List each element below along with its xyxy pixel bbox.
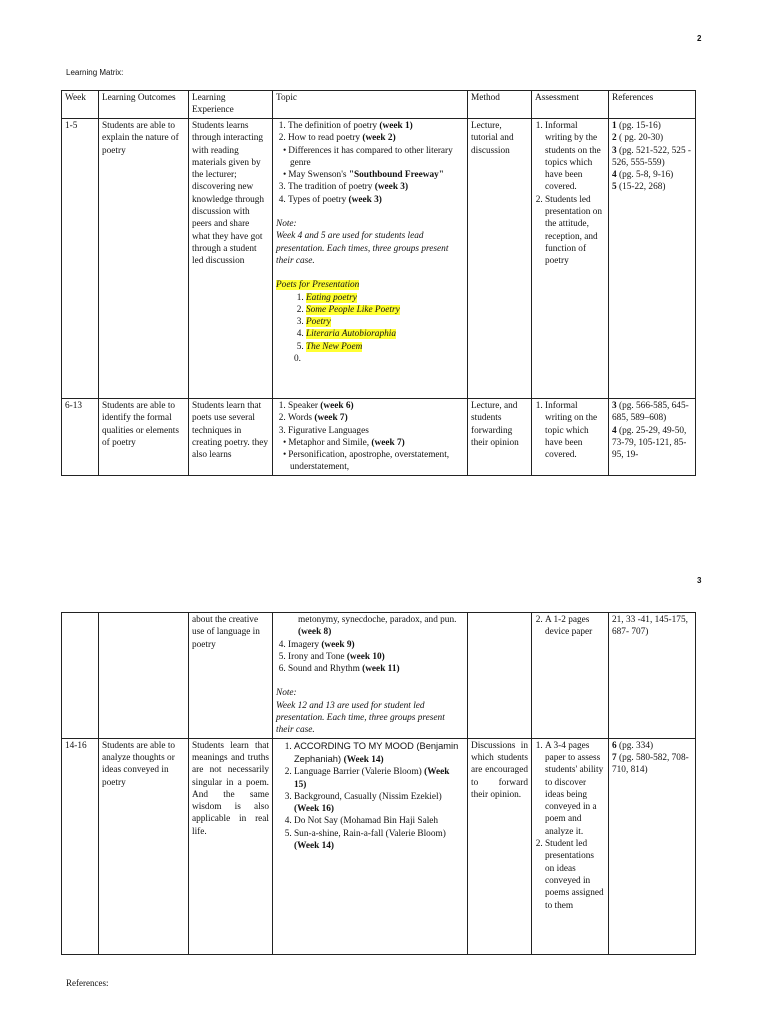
header-assessment: Assessment <box>532 91 609 119</box>
topic-item: 5. Sun-a-shine, Rain-a-fall (Valerie Bloom) (Week 14) <box>294 828 464 853</box>
method-cell: Lecture, and students forwarding their opinion <box>468 399 532 476</box>
table-row <box>62 613 696 739</box>
topic-item: 2. Words (week 7) <box>288 412 464 424</box>
experience-cell: Students learn that poets use several techniques in creating poetry. they also learns <box>189 399 273 476</box>
header-method: Method <box>468 91 532 119</box>
outcomes-cell: Students are able to explain the nature of poetry <box>99 119 189 399</box>
header-week: Week <box>62 91 99 119</box>
experience-cell: Students learns through interacting with reading materials given by the lecturer; discovering new knowledge through discussion with peers and share what they have got through a student led discussion <box>189 119 273 399</box>
topic-cell <box>273 399 468 476</box>
topic-item: 6. Sound and Rhythm (week 11) <box>288 663 464 675</box>
table-row <box>62 738 696 954</box>
poet-item: 5. The New Poem <box>306 341 464 353</box>
topic-item: 3. Background, Casually (Nissim Ezekiel) (Week 16) <box>294 791 464 816</box>
note-text: Week 12 and 13 are used for student led presentation. Each time, three groups present their case. <box>276 700 445 736</box>
poet-item: 4. Literaria Autobioraphia <box>306 328 464 340</box>
references-cell <box>609 738 696 954</box>
assessment-item: 1. Informal writing by the students on the topics which have been covered. <box>545 120 605 194</box>
table-row <box>62 119 696 399</box>
reference-line: 7 (pg. 580-582, 708-710, 814) <box>612 752 689 776</box>
poets-label: Poets for Presentation <box>276 280 360 291</box>
learning-matrix-table <box>61 90 696 476</box>
topic-bullet: • Differences it has compared to other literary genre <box>290 145 464 170</box>
week-cell: 6-13 <box>62 399 99 476</box>
reference-line: 5 (15-22, 268) <box>612 182 666 193</box>
header-learning-outcomes: Learning Outcomes <box>99 91 189 119</box>
poet-item: 3. Poetry <box>306 316 464 328</box>
reference-line: 4 (pg. 25-29, 49-50, 73-79, 105-121, 85-95, 19- <box>612 425 687 461</box>
references-cell <box>609 119 696 399</box>
topic-item: 3. Figurative Languages <box>288 425 464 437</box>
assessment-cell <box>532 399 609 476</box>
topic-bullet: • May Swenson's "Southbound Freeway" <box>290 169 464 181</box>
week-cell: 14-16 <box>62 738 99 954</box>
reference-line: 4 (pg. 5-8, 9-16) <box>612 170 674 181</box>
references-cell: 21, 33 -41, 145-175, 687- 707) <box>609 613 696 739</box>
topic-item: 4. Types of poetry (week 3) <box>288 194 464 206</box>
reference-line: 3 (pg. 521-522, 525 - 526, 555-559) <box>612 145 692 168</box>
topic-cell <box>273 738 468 954</box>
header-references: References <box>609 91 696 119</box>
week-cell: 1-5 <box>62 119 99 399</box>
note-text: Week 4 and 5 are used for students lead presentation. Each times, three groups present their case. <box>276 231 449 266</box>
references-footer: References: <box>66 978 109 988</box>
topic-item: 4. Imagery (week 9) <box>288 639 464 651</box>
poets-zero: 0. <box>294 354 301 365</box>
topic-bullet: • Metaphor and Simile, (week 7) <box>290 437 464 449</box>
assessment-cell <box>532 613 609 739</box>
topic-item: 5. Irony and Tone (week 10) <box>288 651 464 663</box>
topic-item: 1. ACCORDING TO MY MOOD (Benjamin Zephaniah) (Week 14) <box>294 740 464 767</box>
learning-matrix-table-continued <box>61 612 696 955</box>
outcomes-cell: Students are able to analyze thoughts or ideas conveyed in poetry <box>99 738 189 954</box>
topic-bullet: • Personification, apostrophe, overstatement, understatement, <box>290 449 464 474</box>
outcomes-cell: Students are able to identify the formal qualities or elements of poetry <box>99 399 189 476</box>
reference-line: 6 (pg. 334) <box>612 740 654 751</box>
topic-item: 2. How to read poetry (week 2) <box>288 132 464 144</box>
assessment-item: 2. Students led presentation on the attitude, reception, and function of poetry <box>545 194 605 268</box>
method-cell: Discussions in which students are encouraged to forward their opinion. <box>468 738 532 954</box>
topic-cell <box>273 613 468 739</box>
assessment-item: 2. A 1-2 pages device paper <box>545 614 605 639</box>
method-cell: Lecture, tutorial and discussion <box>468 119 532 399</box>
topic-item: 3. The tradition of poetry (week 3) <box>288 181 464 193</box>
topic-continuation: metonymy, synecdoche, paradox, and pun. (week 8) <box>298 615 457 638</box>
assessment-cell <box>532 119 609 399</box>
topic-item: 1. Speaker (week 6) <box>288 400 464 412</box>
poet-item: 2. Some People Like Poetry <box>306 304 464 316</box>
header-topic: Topic <box>273 91 468 119</box>
assessment-item: 2. Student led presentations on ideas conveyed in poems assigned to them <box>545 838 605 912</box>
reference-line: 1 (pg. 15-16) <box>612 121 661 131</box>
topic-item: 4. Do Not Say (Mohamad Bin Haji Saleh <box>294 815 464 827</box>
reference-line: 3 (pg. 566-585, 645-685, 589–608) <box>612 401 689 424</box>
note-label: Note: <box>276 688 297 699</box>
table-row <box>62 399 696 476</box>
week-cell <box>62 613 99 739</box>
learning-matrix-title: Learning Matrix: <box>66 68 124 77</box>
method-cell <box>468 613 532 739</box>
experience-cell: Students learn that meanings and truths are not necessarily singular in a poem. And the same wisdom is also applicable in real life. <box>189 738 273 954</box>
assessment-item: 1. Informal writing on the topic which have been covered. <box>545 400 605 461</box>
experience-cell: about the creative use of language in poetry <box>189 613 273 739</box>
topic-item: 2. Language Barrier (Valerie Bloom) (Week 15) <box>294 766 464 791</box>
page-number: 2 <box>697 34 702 43</box>
header-learning-experience: Learning Experience <box>189 91 273 119</box>
outcomes-cell <box>99 613 189 739</box>
assessment-cell <box>532 738 609 954</box>
references-cell <box>609 399 696 476</box>
poet-item: 1. Eating poetry <box>306 292 464 304</box>
reference-line: 2 ( pg. 20-30) <box>612 133 664 144</box>
assessment-item: 1. A 3-4 pages paper to assess students' ability to discover ideas being conveyed in a poem and analyze it. <box>545 740 605 838</box>
table-header-row <box>62 91 696 119</box>
topic-cell <box>273 119 468 399</box>
note-label: Note: <box>276 219 297 230</box>
page-number: 3 <box>697 576 702 585</box>
topic-item: 1. The definition of poetry (week 1) <box>288 120 464 132</box>
